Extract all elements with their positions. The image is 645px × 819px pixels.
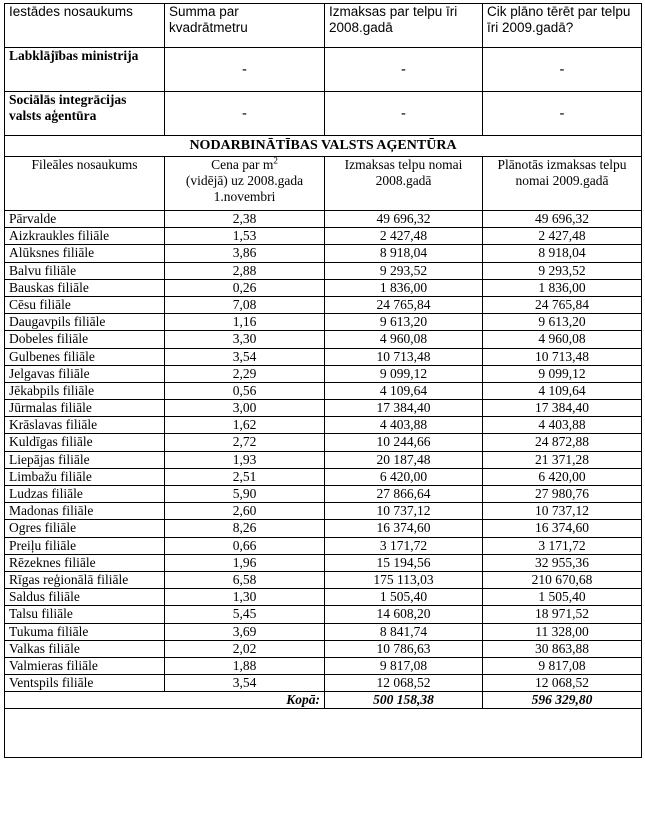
org-value: - bbox=[483, 92, 642, 136]
table-row bbox=[5, 365, 642, 382]
table-row bbox=[5, 623, 642, 640]
org-value: - bbox=[483, 48, 642, 92]
cell-name: Talsu filiāle bbox=[5, 606, 165, 623]
cell-c2008: 4 403,88 bbox=[325, 417, 483, 434]
cell-price: 0,56 bbox=[165, 382, 325, 399]
col-2008-header: Izmaksas telpu nomai 2008.gadā bbox=[325, 157, 483, 211]
cell-price: 1,53 bbox=[165, 228, 325, 245]
branch-rows bbox=[5, 211, 642, 692]
cell-c2009: 30 863,88 bbox=[483, 640, 642, 657]
cell-name: Alūksnes filiāle bbox=[5, 245, 165, 262]
table-row bbox=[5, 400, 642, 417]
cell-c2008: 14 608,20 bbox=[325, 606, 483, 623]
cell-price: 1,62 bbox=[165, 417, 325, 434]
cell-c2009: 8 918,04 bbox=[483, 245, 642, 262]
cell-c2009: 10 737,12 bbox=[483, 503, 642, 520]
col-2009-header: Plānotās izmaksas telpu nomai 2009.gadā bbox=[483, 157, 642, 211]
section-title: NODARBINĀTĪBAS VALSTS AĢENTŪRA bbox=[5, 136, 642, 157]
table-row bbox=[5, 279, 642, 296]
cell-name: Jūrmalas filiāle bbox=[5, 400, 165, 417]
cell-c2008: 1 505,40 bbox=[325, 589, 483, 606]
cell-c2008: 4 960,08 bbox=[325, 331, 483, 348]
table-row bbox=[5, 554, 642, 571]
cell-c2008: 10 244,66 bbox=[325, 434, 483, 451]
cell-name: Ogres filiāle bbox=[5, 520, 165, 537]
cell-price: 2,51 bbox=[165, 468, 325, 485]
cell-c2009: 17 384,40 bbox=[483, 400, 642, 417]
cell-c2008: 12 068,52 bbox=[325, 675, 483, 692]
cell-price: 1,96 bbox=[165, 554, 325, 571]
cell-c2009: 9 613,20 bbox=[483, 314, 642, 331]
blank-row bbox=[5, 709, 642, 758]
table-row bbox=[5, 589, 642, 606]
cell-c2009: 4 960,08 bbox=[483, 331, 642, 348]
cell-price: 7,08 bbox=[165, 296, 325, 313]
cell-name: Preiļu filiāle bbox=[5, 537, 165, 554]
cell-name: Jelgavas filiāle bbox=[5, 365, 165, 382]
cell-price: 2,29 bbox=[165, 365, 325, 382]
price-header-rest: (vidējā) uz 2008.gada 1.novembri bbox=[185, 173, 304, 204]
table-row bbox=[5, 675, 642, 692]
cell-name: Krāslavas filiāle bbox=[5, 417, 165, 434]
cell-c2009: 21 371,28 bbox=[483, 451, 642, 468]
header-row bbox=[5, 4, 642, 48]
header-cell: Summa par kvadrātmetru bbox=[165, 4, 325, 48]
cell-c2008: 49 696,32 bbox=[325, 211, 483, 228]
cell-price: 8,26 bbox=[165, 520, 325, 537]
cell-name: Ludzas filiāle bbox=[5, 486, 165, 503]
cell-name: Tukuma filiāle bbox=[5, 623, 165, 640]
cell-price: 5,45 bbox=[165, 606, 325, 623]
cell-c2009: 24 872,88 bbox=[483, 434, 642, 451]
cell-price: 5,90 bbox=[165, 486, 325, 503]
org-value: - bbox=[325, 92, 483, 136]
table-row bbox=[5, 537, 642, 554]
cell-c2009: 10 713,48 bbox=[483, 348, 642, 365]
org-value: - bbox=[165, 48, 325, 92]
cell-c2008: 9 613,20 bbox=[325, 314, 483, 331]
table-row bbox=[5, 434, 642, 451]
cell-c2009: 32 955,36 bbox=[483, 554, 642, 571]
total-2008: 500 158,38 bbox=[325, 692, 483, 709]
cell-price: 1,16 bbox=[165, 314, 325, 331]
cell-c2009: 210 670,68 bbox=[483, 571, 642, 588]
table-row bbox=[5, 211, 642, 228]
cell-name: Bauskas filiāle bbox=[5, 279, 165, 296]
org-value: - bbox=[325, 48, 483, 92]
cell-name: Rīgas reģionālā filiāle bbox=[5, 571, 165, 588]
cell-c2008: 8 918,04 bbox=[325, 245, 483, 262]
cell-c2009: 4 403,88 bbox=[483, 417, 642, 434]
cell-price: 2,38 bbox=[165, 211, 325, 228]
cell-c2008: 10 713,48 bbox=[325, 348, 483, 365]
cell-c2009: 12 068,52 bbox=[483, 675, 642, 692]
cell-c2008: 175 113,03 bbox=[325, 571, 483, 588]
org-name: Sociālās integrācijas valsts aģentūra bbox=[5, 92, 165, 136]
total-label: Kopā: bbox=[5, 692, 325, 709]
blank-cell bbox=[5, 709, 642, 758]
cell-name: Gulbenes filiāle bbox=[5, 348, 165, 365]
table-row bbox=[5, 296, 642, 313]
header-cell: Cik plāno tērēt par telpu īri 2009.gadā? bbox=[483, 4, 642, 48]
table-row bbox=[5, 348, 642, 365]
cell-price: 3,69 bbox=[165, 623, 325, 640]
org-row bbox=[5, 48, 642, 92]
cell-name: Jēkabpils filiāle bbox=[5, 382, 165, 399]
cell-c2009: 4 109,64 bbox=[483, 382, 642, 399]
price-header-text: Cena par m bbox=[211, 157, 274, 172]
cell-price: 1,93 bbox=[165, 451, 325, 468]
cell-name: Limbažu filiāle bbox=[5, 468, 165, 485]
cell-c2008: 10 786,63 bbox=[325, 640, 483, 657]
column-header-row bbox=[5, 157, 642, 211]
cell-c2008: 8 841,74 bbox=[325, 623, 483, 640]
col-price-header bbox=[165, 157, 325, 211]
cell-c2008: 6 420,00 bbox=[325, 468, 483, 485]
cell-name: Madonas filiāle bbox=[5, 503, 165, 520]
table-row bbox=[5, 606, 642, 623]
cell-name: Pārvalde bbox=[5, 211, 165, 228]
table-row bbox=[5, 228, 642, 245]
table-row bbox=[5, 245, 642, 262]
org-name: Labklājības ministrija bbox=[5, 48, 165, 92]
cell-name: Ventspils filiāle bbox=[5, 675, 165, 692]
cell-c2009: 1 505,40 bbox=[483, 589, 642, 606]
cell-c2008: 2 427,48 bbox=[325, 228, 483, 245]
cell-c2008: 10 737,12 bbox=[325, 503, 483, 520]
cell-c2009: 9 293,52 bbox=[483, 262, 642, 279]
cell-c2008: 9 293,52 bbox=[325, 262, 483, 279]
org-value: - bbox=[165, 92, 325, 136]
cell-c2009: 24 765,84 bbox=[483, 296, 642, 313]
cell-name: Daugavpils filiāle bbox=[5, 314, 165, 331]
cell-c2009: 49 696,32 bbox=[483, 211, 642, 228]
table-row bbox=[5, 640, 642, 657]
cell-name: Kuldīgas filiāle bbox=[5, 434, 165, 451]
cell-name: Aizkraukles filiāle bbox=[5, 228, 165, 245]
cell-c2008: 4 109,64 bbox=[325, 382, 483, 399]
cell-c2008: 27 866,64 bbox=[325, 486, 483, 503]
cell-c2008: 3 171,72 bbox=[325, 537, 483, 554]
cell-c2008: 17 384,40 bbox=[325, 400, 483, 417]
cell-price: 2,88 bbox=[165, 262, 325, 279]
cell-c2008: 9 817,08 bbox=[325, 657, 483, 674]
header-cell: Izmaksas par telpu īri 2008.gadā bbox=[325, 4, 483, 48]
table-row bbox=[5, 382, 642, 399]
table-row bbox=[5, 657, 642, 674]
cell-c2009: 1 836,00 bbox=[483, 279, 642, 296]
cell-c2009: 6 420,00 bbox=[483, 468, 642, 485]
section-row bbox=[5, 136, 642, 157]
table-row bbox=[5, 486, 642, 503]
table-row bbox=[5, 417, 642, 434]
header-cell: Iestādes nosaukums bbox=[5, 4, 165, 48]
cell-name: Valkas filiāle bbox=[5, 640, 165, 657]
cell-name: Saldus filiāle bbox=[5, 589, 165, 606]
rent-costs-table bbox=[4, 3, 642, 758]
cell-price: 3,30 bbox=[165, 331, 325, 348]
col-name-header: Fileāles nosaukums bbox=[5, 157, 165, 211]
cell-c2009: 9 099,12 bbox=[483, 365, 642, 382]
table-row bbox=[5, 520, 642, 537]
cell-c2008: 9 099,12 bbox=[325, 365, 483, 382]
cell-price: 0,66 bbox=[165, 537, 325, 554]
table-row bbox=[5, 503, 642, 520]
cell-price: 3,54 bbox=[165, 348, 325, 365]
total-2009: 596 329,80 bbox=[483, 692, 642, 709]
cell-price: 3,86 bbox=[165, 245, 325, 262]
cell-c2008: 20 187,48 bbox=[325, 451, 483, 468]
cell-c2008: 1 836,00 bbox=[325, 279, 483, 296]
cell-c2009: 16 374,60 bbox=[483, 520, 642, 537]
cell-c2009: 27 980,76 bbox=[483, 486, 642, 503]
cell-price: 2,60 bbox=[165, 503, 325, 520]
table-row bbox=[5, 262, 642, 279]
cell-c2008: 24 765,84 bbox=[325, 296, 483, 313]
cell-name: Valmieras filiāle bbox=[5, 657, 165, 674]
cell-c2009: 11 328,00 bbox=[483, 623, 642, 640]
table-row bbox=[5, 314, 642, 331]
price-header-sup: 2 bbox=[273, 155, 278, 166]
cell-price: 0,26 bbox=[165, 279, 325, 296]
cell-name: Liepājas filiāle bbox=[5, 451, 165, 468]
cell-name: Cēsu filiāle bbox=[5, 296, 165, 313]
cell-price: 3,00 bbox=[165, 400, 325, 417]
cell-price: 1,30 bbox=[165, 589, 325, 606]
cell-c2009: 18 971,52 bbox=[483, 606, 642, 623]
cell-c2008: 15 194,56 bbox=[325, 554, 483, 571]
cell-price: 1,88 bbox=[165, 657, 325, 674]
cell-name: Rēzeknes filiāle bbox=[5, 554, 165, 571]
cell-c2008: 16 374,60 bbox=[325, 520, 483, 537]
cell-c2009: 9 817,08 bbox=[483, 657, 642, 674]
total-row bbox=[5, 692, 642, 709]
cell-name: Dobeles filiāle bbox=[5, 331, 165, 348]
cell-c2009: 2 427,48 bbox=[483, 228, 642, 245]
cell-price: 3,54 bbox=[165, 675, 325, 692]
table-row bbox=[5, 571, 642, 588]
table-row bbox=[5, 468, 642, 485]
org-row bbox=[5, 92, 642, 136]
cell-price: 2,02 bbox=[165, 640, 325, 657]
cell-c2009: 3 171,72 bbox=[483, 537, 642, 554]
table-row bbox=[5, 451, 642, 468]
table-row bbox=[5, 331, 642, 348]
cell-price: 2,72 bbox=[165, 434, 325, 451]
cell-name: Balvu filiāle bbox=[5, 262, 165, 279]
cell-price: 6,58 bbox=[165, 571, 325, 588]
